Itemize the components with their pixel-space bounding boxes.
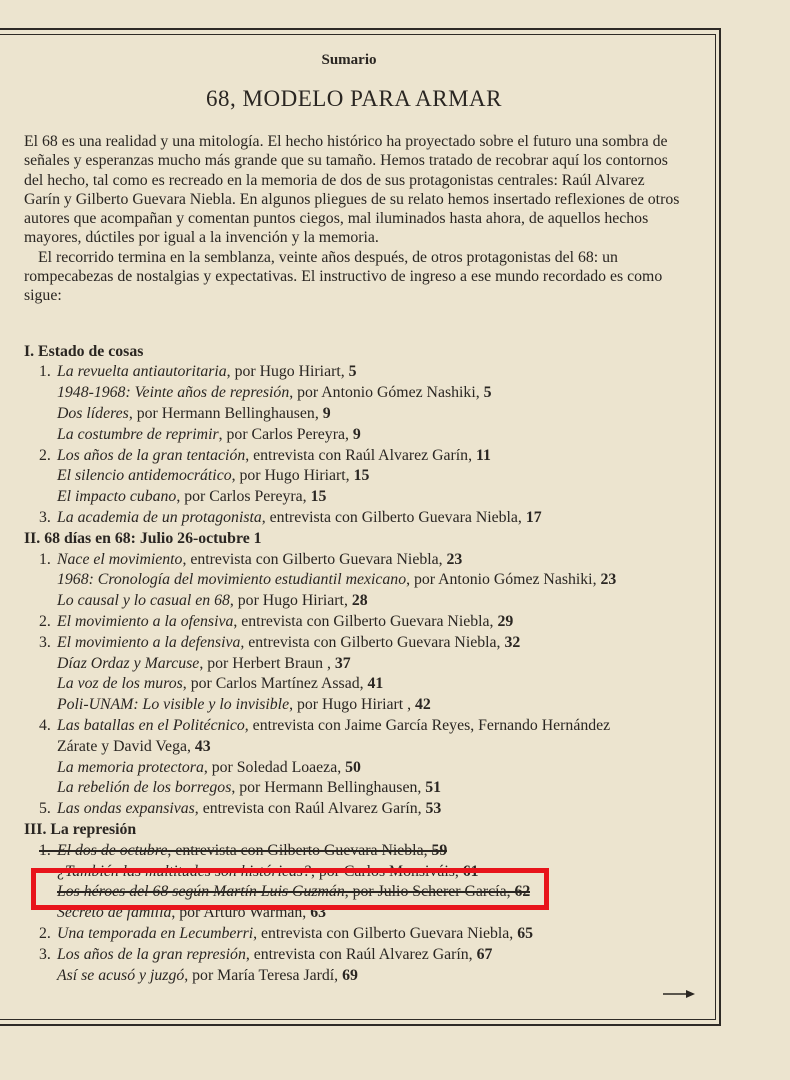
entry-title: La revuelta antiautoritaria (57, 363, 227, 381)
entry-title: 1948-1968: Veinte años de represión (57, 384, 290, 402)
entry-page: 28 (351, 592, 368, 610)
toc-entry[interactable] (24, 716, 704, 737)
entry-title: La voz de los muros (57, 675, 183, 693)
toc-entry[interactable] (24, 591, 704, 612)
toc-entry[interactable] (24, 758, 704, 779)
entry-page: 5 (483, 384, 492, 402)
entry-title: ¿También las multitudes son históricas? (57, 862, 311, 880)
toc-entry-continuation[interactable] (24, 737, 704, 758)
toc-entry[interactable] (24, 924, 704, 945)
entry-page: 53 (425, 800, 442, 818)
entry-author: , por Hugo Hiriart , (289, 696, 416, 714)
entry-title: El impacto cubano (57, 488, 177, 506)
entry-title: El silencio antidemocrático (57, 467, 232, 485)
entry-page: 23 (600, 571, 617, 589)
toc-entry[interactable] (24, 508, 704, 529)
entry-page: 62 (514, 883, 531, 901)
entry-author: , por Hugo Hiriart, (231, 467, 354, 485)
entry-title: Lo causal y lo casual en 68 (57, 592, 230, 610)
toc-entry-struck[interactable] (24, 841, 704, 862)
toc-entry[interactable] (24, 425, 704, 446)
toc-entry[interactable] (24, 362, 704, 383)
highlight-box (31, 868, 549, 910)
entry-author: , por Arturo Warman, (171, 904, 311, 922)
entry-page: 50 (345, 758, 361, 776)
entry-page: 9 (322, 405, 331, 423)
toc-entry[interactable] (24, 945, 704, 966)
entry-author: , por Herbert Braun , (199, 654, 335, 672)
entry-page: 32 (504, 633, 521, 651)
entry-author: , entrevista con Gilberto Guevara Niebla, (167, 841, 432, 859)
entry-title: El dos de octubre (57, 841, 168, 859)
entry-page: 29 (497, 613, 514, 631)
entry-title: Díaz Ordaz y Marcuse (57, 654, 200, 672)
entry-author: , entrevista con Gilberto Guevara Niebla, (261, 509, 526, 527)
entry-author: , por Carlos Pereyra, (176, 488, 311, 506)
toc-entry[interactable] (24, 966, 704, 987)
summary-page (24, 48, 704, 986)
entry-title: El movimiento a la ofensiva (57, 613, 234, 631)
kicker: Sumario (321, 52, 377, 68)
entry-title: Nace el movimiento (57, 550, 183, 568)
toc-entry[interactable] (24, 466, 704, 487)
toc-entry[interactable] (24, 446, 704, 467)
entry-author: , entrevista con Raúl Alvarez Garín, (245, 945, 477, 963)
entry-page: 41 (367, 675, 384, 693)
entry-page: 37 (334, 654, 351, 672)
toc-entry[interactable] (24, 550, 704, 571)
toc-entry[interactable] (24, 674, 704, 695)
entry-number: 1. (39, 841, 51, 859)
entry-author: , por Carlos Monsiváis, (310, 862, 463, 880)
entry-number: 2. (39, 924, 51, 942)
toc-entry[interactable] (24, 570, 704, 591)
toc-entry[interactable] (24, 799, 704, 820)
entry-page: 42 (415, 696, 431, 714)
entry-title: Los héroes del 68 según Martín Luis Guzmán (57, 883, 345, 901)
entry-number: 5. (39, 800, 51, 818)
toc-entry[interactable] (24, 383, 704, 404)
entry-author: Zárate y David Vega, (57, 737, 195, 755)
entry-author: , entrevista con Jaime García Reyes, Fernando Hernández (244, 717, 611, 735)
entry-page: 17 (525, 509, 542, 527)
entry-page: 43 (194, 737, 211, 755)
entry-author: , entrevista con Gilberto Guevara Niebla, (182, 550, 447, 568)
section-heading: II. 68 días en 68: Julio 26-octubre 1 (24, 529, 262, 547)
entry-title: La memoria protectora (57, 758, 204, 776)
entry-author: , por Carlos Pereyra, (218, 425, 353, 443)
entry-title: Los años de la gran represión (57, 945, 246, 963)
entry-number: 1. (39, 363, 51, 381)
entry-number: 2. (39, 446, 51, 464)
entry-title: La rebelión de los borregos (57, 779, 232, 797)
entry-title: 1968: Cronología del movimiento estudiantil mexicano (57, 571, 407, 589)
entry-author: , por Hermann Bellinghausen, (128, 405, 323, 423)
entry-author: entrevista con Gilberto Guevara Niebla, (244, 633, 505, 651)
section-heading: III. La represión (24, 821, 137, 838)
strikethrough-text (39, 841, 447, 862)
entry-number: 2. (39, 613, 51, 631)
entry-author: , por Antonio Gómez Nashiki, (289, 384, 484, 402)
entry-number: 3. (39, 633, 51, 651)
entry-title: El movimiento a la defensiva, (57, 633, 245, 651)
entry-author: , por Hermann Bellinghausen, (231, 779, 426, 797)
entry-author: , entrevista con Raúl Alvarez Garín, (194, 800, 426, 818)
toc-entry[interactable] (24, 654, 704, 675)
entry-page: 51 (425, 779, 442, 797)
entry-page: 9 (352, 425, 361, 443)
entry-title: Una temporada en Lecumberri (57, 924, 254, 942)
toc-entry[interactable] (24, 633, 704, 654)
entry-author: , entrevista con Gilberto Guevara Niebla, (253, 924, 518, 942)
entry-author: , por Julio Scherer García, (344, 883, 515, 901)
entry-title: Poli-UNAM: Lo visible y lo invisible (57, 696, 290, 714)
entry-title: Así se acusó y juzgó (57, 966, 185, 984)
entry-page: 61 (462, 862, 479, 880)
entry-author: , entrevista con Raúl Alvarez Garín, (245, 446, 476, 464)
entry-page: 63 (310, 904, 326, 922)
entry-page: 65 (517, 924, 533, 942)
entry-page: 67 (476, 945, 493, 963)
entry-title: Las batallas en el Politécnico (57, 717, 245, 735)
entry-number: 3. (39, 945, 51, 963)
entry-page: 23 (446, 550, 463, 568)
intro-paragraph-1: El 68 es una realidad y una mitología. El hecho histórico ha proyectado sobre el futuro una sombra de señales y esperanzas mucho más grande que su tamaño. Hemos tratado de recobrar aquí los contornos del hecho, tal como es recreado en la memoria de dos de sus protagonistas centrales: Raúl Alvarez Garín y Gilberto Guevara Niebla. En algunos pliegues de su relato hemos insertado reflexiones de otros autores que acompañan y comentan puntos ciegos, mal iluminados hasta ahora, de aquellos hechos mayores, dúctiles por igual a la invención y la memoria. (24, 133, 680, 247)
entry-number: 1. (39, 550, 51, 568)
entry-title: La costumbre de reprimir (57, 425, 219, 443)
entry-title: Secreto de familia (57, 904, 172, 922)
intro (24, 132, 684, 306)
entry-author: , por Hugo Hiriart, (226, 363, 349, 381)
page-title: 68, MODELO PARA ARMAR (206, 86, 502, 111)
entry-number: 4. (39, 717, 51, 735)
entry-title: Las ondas expansivas (57, 800, 195, 818)
entry-title: Dos líderes (57, 405, 129, 423)
toc-entry[interactable] (24, 778, 704, 799)
entry-page: 15 (310, 488, 327, 506)
entry-author: , por Antonio Gómez Nashiki, (406, 571, 601, 589)
section-heading: I. Estado de cosas (24, 342, 144, 360)
entry-title: Los años de la gran tentación (57, 446, 246, 464)
intro-paragraph-2: El recorrido termina en la semblanza, veinte años después, de otros protagonistas del 68: un rompecabezas de nostalgias y expectativas. El instructivo de ingreso a ese mundo recordado es como sigue: (24, 248, 663, 305)
entry-title: La academia de un protagonista (57, 509, 262, 527)
entry-author: , por Soledad Loaeza, (203, 758, 346, 776)
entry-author: , por María Teresa Jardí, (184, 966, 343, 984)
entry-page: 59 (431, 841, 448, 859)
entry-page: 5 (348, 363, 357, 381)
entry-author: , por Hugo Hiriart, (229, 592, 352, 610)
entry-author: , por Carlos Martínez Assad, (182, 675, 368, 693)
right-arrow-icon[interactable] (662, 988, 696, 1000)
entry-page: 15 (353, 467, 370, 485)
toc-entry[interactable] (24, 612, 704, 633)
entry-page: 69 (342, 966, 358, 984)
toc-entry[interactable] (24, 695, 704, 716)
entry-page: 11 (475, 446, 491, 464)
entry-number: 3. (39, 509, 51, 527)
toc-entry[interactable] (24, 404, 704, 425)
toc-entry[interactable] (24, 487, 704, 508)
entry-author: , entrevista con Gilberto Guevara Niebla, (233, 613, 498, 631)
